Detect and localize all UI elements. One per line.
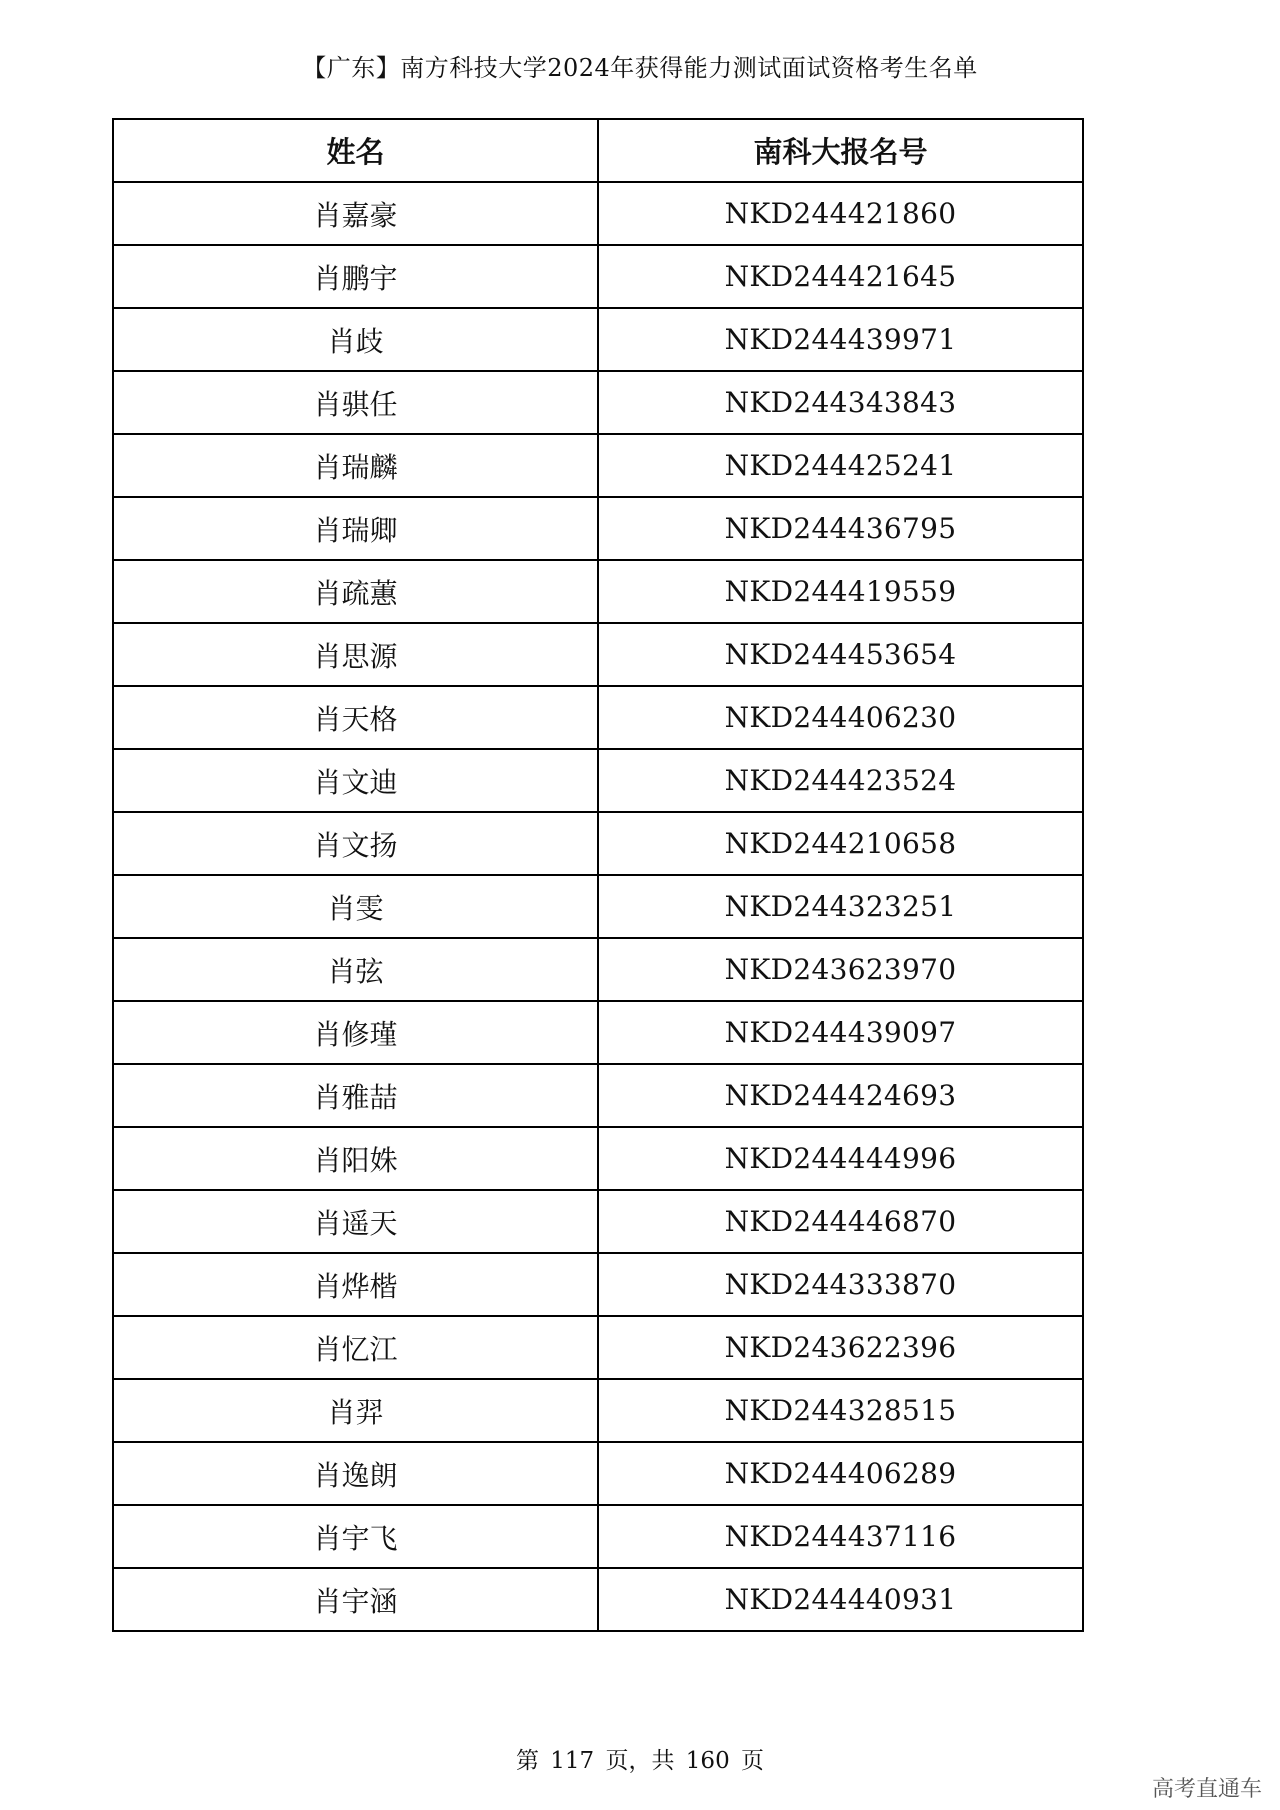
candidate-name: 肖歧 (113, 308, 598, 371)
candidate-name: 肖瑞卿 (113, 497, 598, 560)
candidate-name: 肖修瑾 (113, 1001, 598, 1064)
table-row (113, 1568, 1083, 1631)
candidate-name: 肖忆江 (113, 1316, 598, 1379)
page-number: 第 117 页，共 160 页 (515, 1748, 765, 1774)
candidate-name: 肖弦 (113, 938, 598, 1001)
candidate-name: 肖鹏宇 (113, 245, 598, 308)
candidate-name: 肖文扬 (113, 812, 598, 875)
registration-number: NKD244423524 (598, 749, 1083, 812)
table-row (113, 1316, 1083, 1379)
candidate-name: 肖思源 (113, 623, 598, 686)
candidate-name: 肖骐任 (113, 371, 598, 434)
registration-number: NKD244440931 (598, 1568, 1083, 1631)
candidate-name: 肖天格 (113, 686, 598, 749)
registration-number: NKD244453654 (598, 623, 1083, 686)
table-row (113, 812, 1083, 875)
registration-number: NKD244424693 (598, 1064, 1083, 1127)
table-row (113, 182, 1083, 245)
table-row (113, 1505, 1083, 1568)
registration-number: NKD244419559 (598, 560, 1083, 623)
registration-number: NKD243622396 (598, 1316, 1083, 1379)
registration-number: NKD244437116 (598, 1505, 1083, 1568)
table-row (113, 1064, 1083, 1127)
registration-number: NKD244328515 (598, 1379, 1083, 1442)
candidate-name: 肖逸朗 (113, 1442, 598, 1505)
registration-number: NKD244210658 (598, 812, 1083, 875)
table-row (113, 245, 1083, 308)
registration-number: NKD244436795 (598, 497, 1083, 560)
registration-number: NKD244406289 (598, 1442, 1083, 1505)
candidate-name: 肖文迪 (113, 749, 598, 812)
candidate-name: 肖宇飞 (113, 1505, 598, 1568)
registration-number: NKD244406230 (598, 686, 1083, 749)
registration-number: NKD244343843 (598, 371, 1083, 434)
table-row (113, 497, 1083, 560)
watermark: 高考直通车 (1151, 1777, 1262, 1802)
table-row (113, 1442, 1083, 1505)
table-row (113, 1127, 1083, 1190)
table-row (113, 938, 1083, 1001)
registration-number: NKD244444996 (598, 1127, 1083, 1190)
document-title: 【广东】南方科技大学2024年获得能力测试面试资格考生名单 (302, 54, 978, 82)
table-row (113, 434, 1083, 497)
table-row (113, 1001, 1083, 1064)
candidate-name: 肖烨楷 (113, 1253, 598, 1316)
registration-number: NKD244446870 (598, 1190, 1083, 1253)
table-row (113, 749, 1083, 812)
candidate-name: 肖雅喆 (113, 1064, 598, 1127)
table-row (113, 1379, 1083, 1442)
table-row (113, 1190, 1083, 1253)
candidate-name: 肖遥天 (113, 1190, 598, 1253)
table-header-row (113, 119, 1083, 182)
registration-number: NKD244333870 (598, 1253, 1083, 1316)
candidate-name: 肖宇涵 (113, 1568, 598, 1631)
table-row (113, 560, 1083, 623)
registration-number: NKD244439971 (598, 308, 1083, 371)
candidate-name: 肖疏蕙 (113, 560, 598, 623)
table-row (113, 371, 1083, 434)
table-row (113, 875, 1083, 938)
candidate-name: 肖嘉豪 (113, 182, 598, 245)
registration-number: NKD244421860 (598, 182, 1083, 245)
table-row (113, 1253, 1083, 1316)
registration-number: NKD243623970 (598, 938, 1083, 1001)
candidate-name: 肖羿 (113, 1379, 598, 1442)
table-row (113, 308, 1083, 371)
registration-number: NKD244425241 (598, 434, 1083, 497)
column-header-name: 姓名 (113, 119, 598, 182)
candidate-name: 肖雯 (113, 875, 598, 938)
candidate-table (112, 118, 1084, 1632)
registration-number: NKD244421645 (598, 245, 1083, 308)
registration-number: NKD244323251 (598, 875, 1083, 938)
candidate-name: 肖瑞麟 (113, 434, 598, 497)
column-header-registration-number: 南科大报名号 (598, 119, 1083, 182)
table-row (113, 686, 1083, 749)
table-row (113, 623, 1083, 686)
candidate-name: 肖阳姝 (113, 1127, 598, 1190)
registration-number: NKD244439097 (598, 1001, 1083, 1064)
